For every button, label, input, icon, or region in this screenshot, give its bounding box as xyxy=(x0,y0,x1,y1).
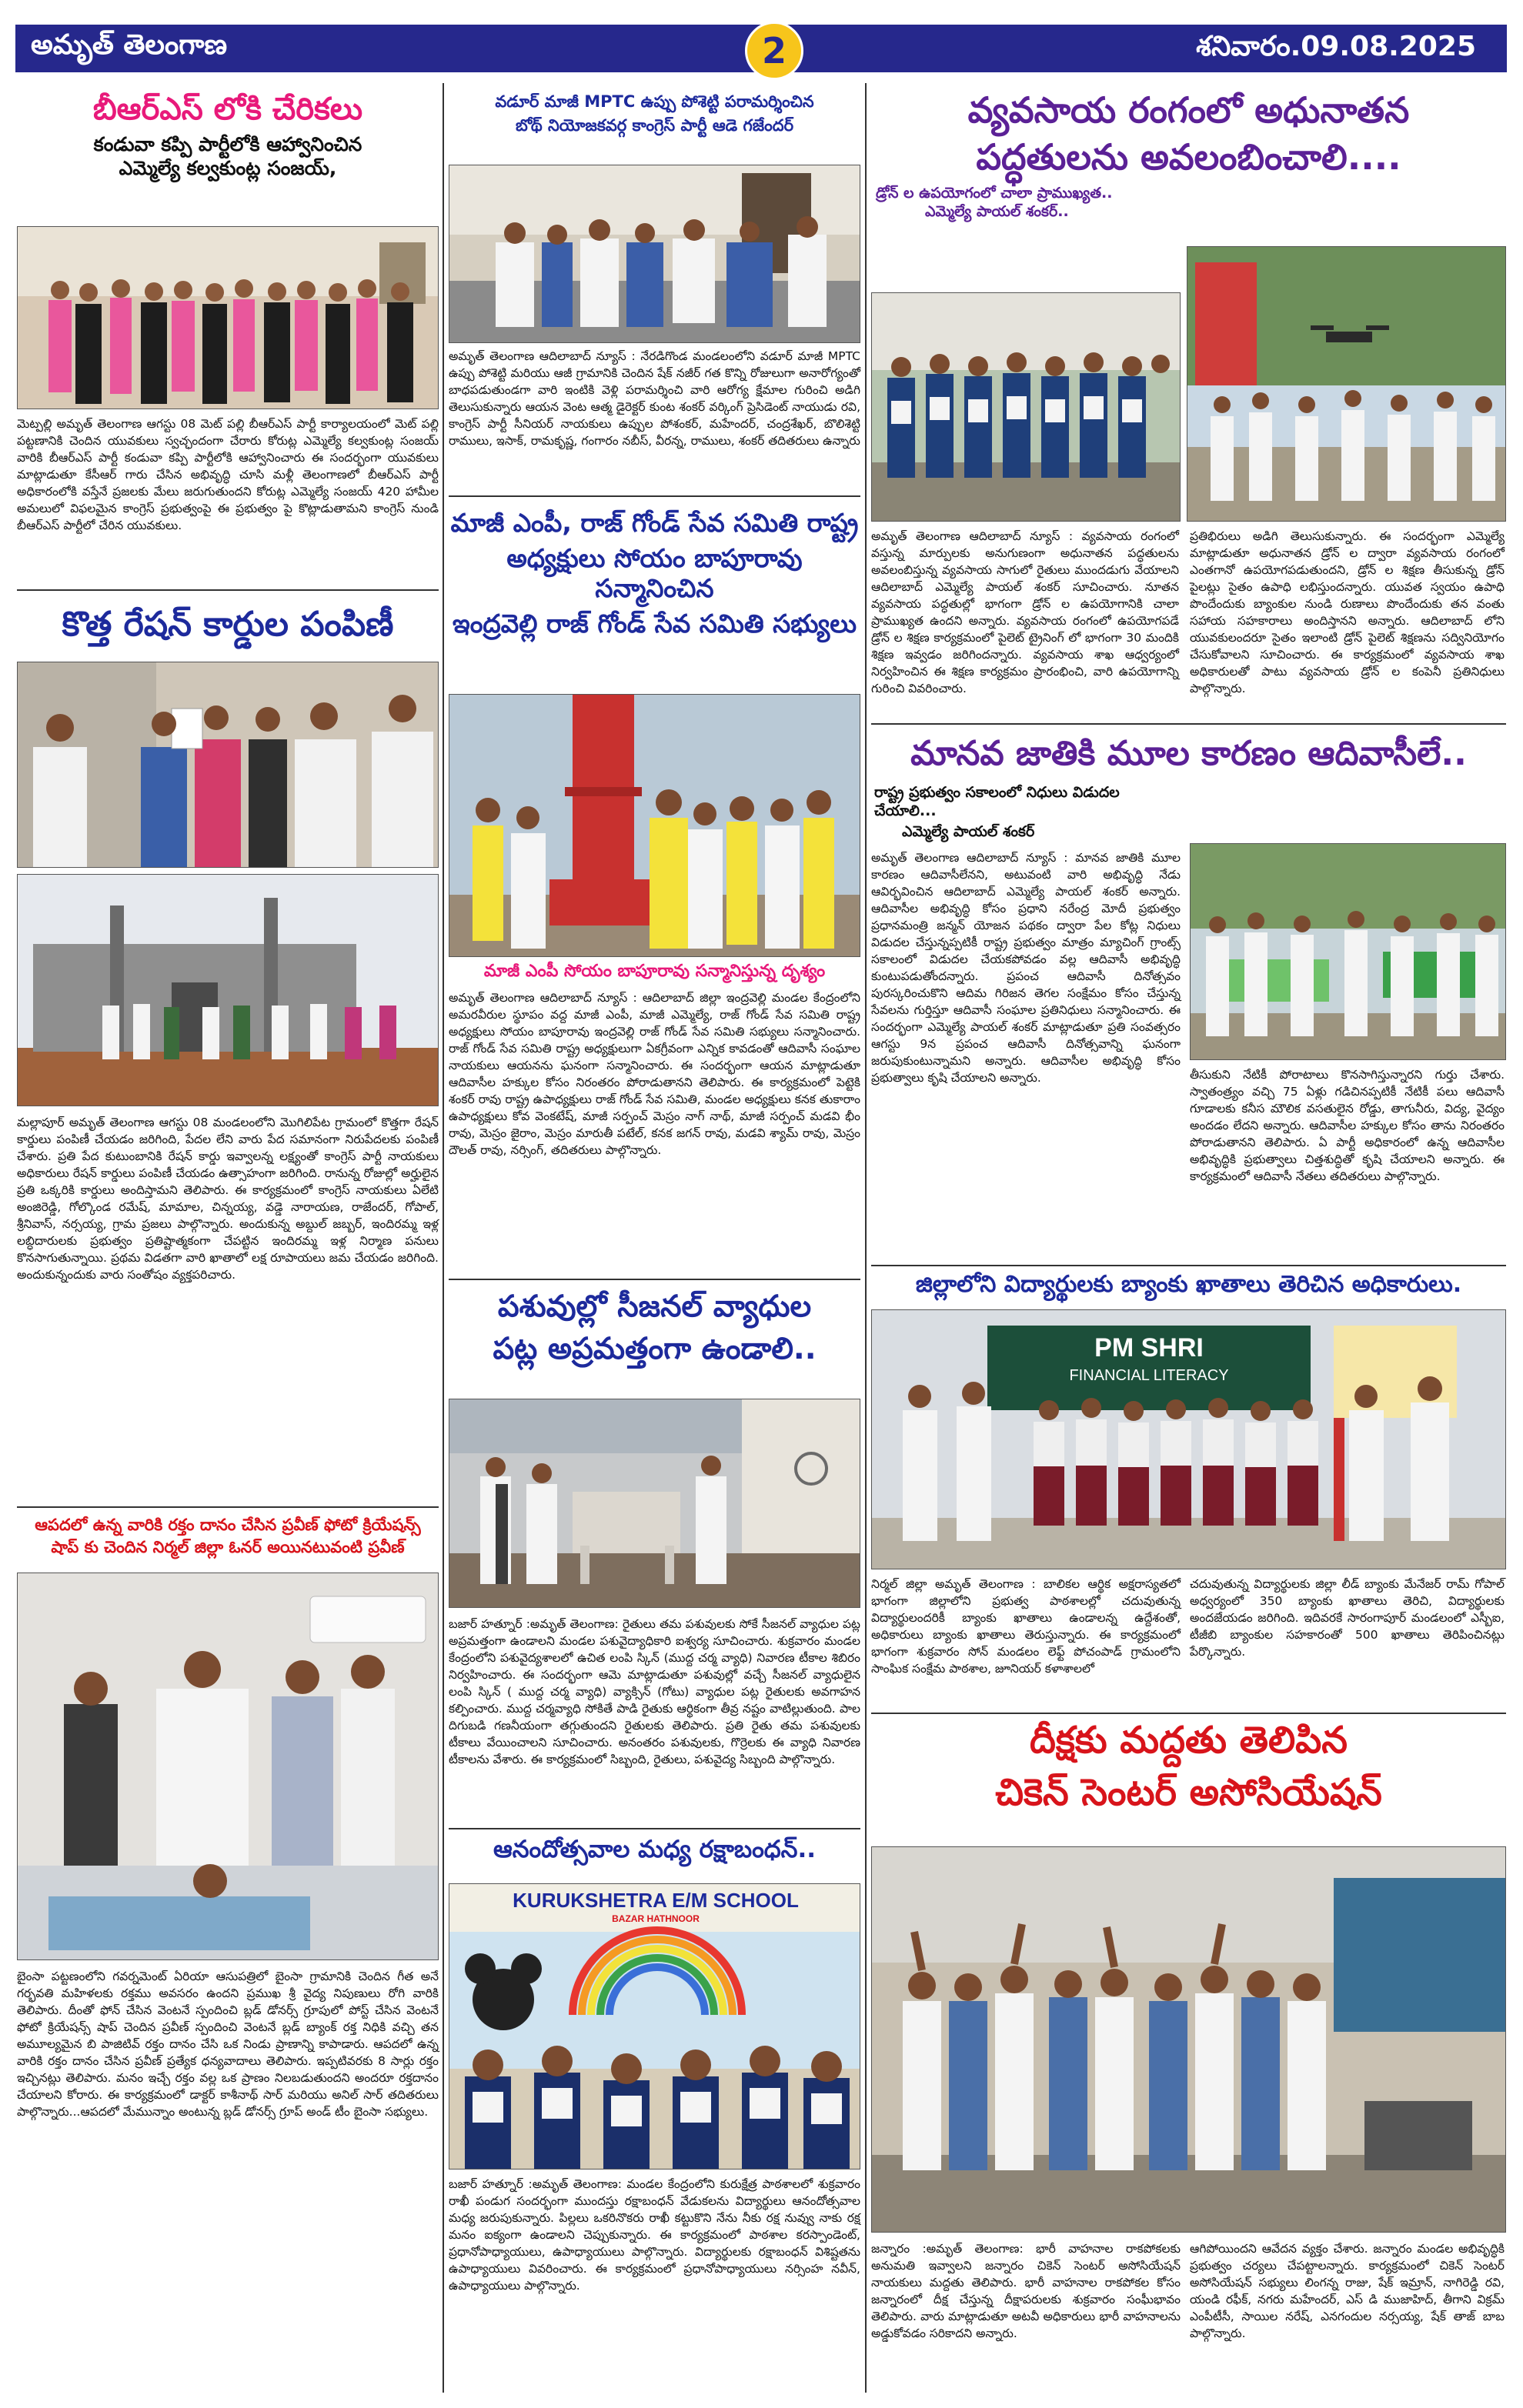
headline: వడూర్ మాజీ MPTC ఉప్పు పోశెట్టి పరామర్శించిన xyxy=(495,92,814,111)
column-divider xyxy=(865,83,867,2393)
article-ration xyxy=(17,605,439,645)
photo-rakshabandhan-school xyxy=(449,1883,860,2170)
masthead xyxy=(15,25,1507,72)
article-pashu xyxy=(449,1289,860,1368)
article-body: చదువుతున్న విద్యార్థులకు జిల్లా లీడ్ బ్యాంకు మేనేజర్ రామ్ గోపాల్ అధ్వర్యంలో 350 బ్యాంకు ఖాతాలు తెరిచి, విద్యార్థులకు అందజేయడం జరిగింది. ఇదివరకే సారంగాపూర్ మండలంలో ఎస్బీఐ, టీజీబి బ్యాంకుల సహకారంతో 500 ఖాతాలు తెరిపించినట్లు పేర్కొన్నారు. xyxy=(1190,1577,1505,1659)
page-number-badge: 2 xyxy=(745,22,803,80)
headline: పట్ల అప్రమత్తంగా ఉండాలి.. xyxy=(493,1331,817,1366)
article-body: అమృత్ తెలంగాణ ఆదిలాబాద్ న్యూస్ : వ్యవసాయ రంగంలో వస్తున్న మార్పులకు అనుగుణంగా అధునాతన పద్ధతులను అవలంబిస్తున్న వ్యవసాయ సాగులో రైతులు ముందడుగు వేయాలని ఆదిలాబాద్ ఎమ్మెల్యే పాయల్ శంకర్ సూచించారు. నూతన వ్యవసాయ పద్ధతుల్లో భాగంగా డ్రోన్ ల ఉపయోగానికి చాలా ప్రాముఖ్యత ఉందని అన్నారు. వ్యవసాయ రంగంలో ఉపయోగపడే డ్రోన్ ల శిక్షణ కార్యక్రమంలో పైలెట్ ట్రైనింగ్ లో భాగంగా 30 మందికి శిక్షణ ఇవ్వడం జరిగిందన్నారు. వ్యవసాయ శాఖ ఆధ్వర్యంలో నిర్వహించిన ఈ శిక్షణ కార్యక్రమం ప్రారంభించి, వారి ఉపయోగాన్ని గురించి వివరించారు. xyxy=(871,529,1179,695)
article-body: ప్రతిభిరులు అడిగి తెలుసుకున్నారు. ఈ సందర్భంగా ఎమ్మెల్యే మాట్లాడుతూ అధునాతన డ్రోన్ ల ద్వారా వ్యవసాయ రంగంలో ఎంతగానో ఉపయోగపడుతుందని, డ్రోన్ ల శిక్షణ తీసుకున్న డ్రోన్ పైలట్లు సైతం ఉపాధి లభిస్తుందన్నారు. యువత స్వయం ఉపాధి పొందేందుకు బ్యాంకుల నుండి రుణాలు పొందేందుకు తన వంతు సహాయ సహకారాలు అందిస్తానని అన్నారు. ఆదిలాబాద్ లోని యువకులందరూ సైతం ఇలాంటి డ్రోన్ పైలెట్ శిక్షణను సద్వినియోగం చేసుకోవాలని సూచించారు. ఈ కార్యక్రమంలో వ్యవసాయ శాఖ అధికారులతో పాటు వ్యవసాయ డ్రోన్ ల కంపెనీ ప్రతినిధులు పాల్గొన్నారు. xyxy=(1190,529,1505,695)
article-body: ఆగిపోయిందని ఆవేదన వ్యక్తం చేశారు. జన్నారం మండల అభివృద్ధికి ప్రభుత్వం చర్యలు చేపట్టాలన్నారు. కార్యక్రమంలో చికెన్ సెంటర్ అసోసియేషన్ సభ్యులు లింగన్న రాజు, షేక్ ఇమ్రాన్, నాగిరెడ్డి రవి, యండి రఫీక్, నగరు మహేందర్, ఎస్ డి ముజాహిద్, తీగాని విక్రమ్ ఎంపీటీసీ, సాయిల నరేష్, ఎనగందుల నర్సయ్య, షేక్ తాజ్ బాబ పాల్గొన్నారు. xyxy=(1190,2242,1505,2340)
photo-indiramma-house xyxy=(17,874,439,1106)
photo-blood-donation xyxy=(17,1573,439,1960)
subheadline: ఎమ్మెల్యే పాయల్ శంకర్.. xyxy=(925,203,1069,221)
article-body: నిర్మల్ జిల్లా అమృత్ తెలంగాణ : బాలికల ఆర్థిక అక్షరాస్యతలో భాగంగా జిల్లాలోని ప్రభుత్వ పాఠశాలల్లో చదువుతున్న విద్యార్థులందరికీ బ్యాంకు ఖాతాలు ఉండాలన్న ఉద్దేశంతో, అధికారులు బ్యాంకు ఖాతాలు తెరుస్తున్నారు. ఈ కార్యక్రమంలో భాగంగా శుక్రవారం సోన్ మండలం లెఫ్ట్ పోచంపాడ్ గ్రామంలోని సాంఘిక సంక్షేమ పాఠశాల, జూనియర్ కళాశాలలో xyxy=(871,1577,1181,1676)
photo-caption: మాజీ ఎంపీ సోయం బాపూరావు సన్మానిస్తున్న దృశ్యం xyxy=(483,962,826,981)
photo-brs-joining xyxy=(17,226,439,409)
photo-soyam-felicitation xyxy=(449,694,860,957)
headline: వ్యవసాయ రంగంలో అధునాతన xyxy=(967,89,1410,131)
photo-cattle-vaccination xyxy=(449,1399,860,1608)
column-3 xyxy=(871,83,1506,2393)
headline: ఆనందోత్సవాల మధ్య రక్షాబంధన్.. xyxy=(493,1836,816,1863)
school-signboard-sub: BAZAR HATHNOOR xyxy=(612,1913,700,1924)
photo-drone-demo xyxy=(1187,246,1506,522)
paper-name: అమృత్ తెలంగాణ xyxy=(31,29,228,61)
article-body: మెట్పల్లి అమృత్ తెలంగాణ ఆగస్టు 08 మెట్ పల్లి బీఆర్ఎస్ పార్టీ కార్యాలయంలో మెట్ పల్లి పట్టణానికి చెందిన యువకులు స్వచ్ఛందంగా చేరారు కోరుట్ల ఎమ్మెల్యే కల్వకుంట్ల సంజయ్ వారికి బీఆర్ఎస్ పార్టీ కండువా కప్పి పార్టీలోకి ఆహ్వానించారు ఈ సందర్భంగా యువకులు మాట్లాడుతూ కేసీఆర్ గారు చేసిన అభివృద్ధి చూసి మళ్లీ తెలంగాణలో బీఆర్ఎస్ పార్టీ అధికారంలోకి వస్తేనే ప్రజలకు మేలు జరుగుతుందని కోరుట్ల ఎమ్మెల్యే సంజయ్ 420 హామీల అమలులో విఫలమైన కాంగ్రెస్ ప్రభుత్వంపై ఈ ప్రభుత్వం పై కొట్లాడుతామని కాంగ్రెస్ నుండి బీఆర్ఎస్ పార్టీలో చేరిన యువకులు. xyxy=(17,417,439,532)
column-2 xyxy=(449,83,860,2393)
section-divider xyxy=(449,1279,860,1280)
article-adivasi xyxy=(871,734,1506,842)
headline: జిల్లాలోని విద్యార్థులకు బ్యాంకు ఖాతాలు తెరిచిన అధికారులు. xyxy=(915,1271,1462,1298)
article-bank-accounts xyxy=(871,1271,1506,1299)
headline: పద్ధతులను అవలంబించాలి.... xyxy=(976,136,1401,178)
photo-drone-training-group xyxy=(871,292,1181,522)
article-blood-donation xyxy=(17,1516,439,1557)
section-divider xyxy=(871,1713,1506,1714)
column-1 xyxy=(17,83,439,2393)
headline: దీక్షకు మద్దతు తెలిపిన xyxy=(1029,1719,1348,1762)
article-body: అమృత్ తెలంగాణ ఆదిలాబాద్ న్యూస్ : నేరడిగొండ మండలంలోని వడూర్ మాజీ MPTC ఉప్పు పోశెట్టి మరియు ఆజీ గ్రామానికి చెందిన షేక్ నజీర్ గత కొన్ని రోజులుగా అనారోగ్యంతో బాధపడుతుండగా వారి ఇంటికి వెళ్లి పరామర్శించి వారి ఆరోగ్య క్షేమాల గురించి అడిగి తెలుసుకున్నారు ఆయన వెంట ఆత్మ డైరెక్టర్ కుంట శంకర్ వర్కింగ్ ప్రెసిడెంట్ నాయుడు రవి, కాంగ్రెస్ పార్టీ సీనియర్ నాయకులు ఉప్పుల పోశంకర్, మహేందర్, చంద్రశేఖర్, బొలిశెట్టి రాములు, ఇసాక్, రామకృష్ణ, గంగారం నబీస్, వీరన్న, రాములు, శంకర్ తదితరులు ఉన్నారు xyxy=(449,349,860,448)
section-divider xyxy=(449,495,860,497)
headline: బీఆర్ఎస్ లోకి చేరికలు xyxy=(92,92,363,127)
article-body: బజార్ హత్నూర్ :అమృత్ తెలంగాణ: రైతులు తమ పశువులకు సోకే సీజనల్ వ్యాధుల పట్ల అప్రమత్తంగా ఉండాలని మండల పశువైద్యాధికారి ఐశ్వర్య సూచించారు. శుక్రవారం మండల కేంద్రంలోని పశువైద్యశాలలో ఉచిత లంపి స్కిన్ (ముద్ద చర్మ వ్యాధి) నివారణ టీకాల శిబిరం నిర్వహించారు. ఈ సందర్భంగా ఆమె మాట్లాడుతూ పశువుల్లో వచ్చే సీజనల్ వ్యాధులైన లంపి స్కిన్ ( ముద్ద చర్మ వ్యాధి) వ్యాక్సిన్ (గోటు) వ్యాధుల పట్ల రైతులకు అవగాహన కల్పించారు. ముద్ద చర్మవ్యాధి సోకితే పాడి రైతుకు ఆర్థికంగా తీవ్ర నష్టం వాటిల్లుతుంది. పాల దిగుబడి గణనీయంగా తగ్గుతుందని రైతులకు తెలిపారు. ప్రతి రైతు తమ పశువులకు టీకాలు వేయించాలని సూచించారు. అనంతరం పశువులకు, గొర్రెలకు ఈ వ్యాధి నివారణ టీకాలను వేశారు. ఈ కార్యక్రమంలో సిబ్బంది, రైతులు, పశువైద్య సిబ్బంది పాల్గొన్నారు. xyxy=(449,1617,860,1766)
subheadline: డ్రోన్ ల ఉపయోగంలో చాలా ప్రాముఖ్యత.. xyxy=(876,185,1113,202)
school-signboard: KURUKSHETRA E/M SCHOOL xyxy=(513,1889,799,1912)
photo-ration-cards xyxy=(17,662,439,868)
article-chicken-association xyxy=(871,1719,1506,1815)
headline: షాప్ కు చెందిన నిర్మల్ జిల్లా ఓనర్ అయినటువంటి ప్రవీణ్ xyxy=(51,1538,405,1557)
subheadline: ఎమ్మెల్యే పాయల్ శంకర్ xyxy=(902,823,1035,841)
issue-date: శనివారం.09.08.2025 xyxy=(1196,31,1476,62)
article-body: బజార్ హత్నూర్ :అమృత్ తెలంగాణ: మండల కేంద్రంలోని కురుక్షేత్ర పాఠశాలలో శుక్రవారం రాఖీ పండుగ సందర్భంగా ముందస్తు రక్షాబంధన్ వేడుకలను విద్యార్థులు ఆనందోత్సవాల మధ్య జరుపుకున్నారు. పిల్లలు ఒకరినొకరు రాఖీ కట్టుకొని నేను నీకు రక్ష నువ్వు నాకు రక్ష మనం ఐక్యంగా ఉండాలని చెప్పుకున్నారు. ఈ కార్యక్రమంలో పాఠశాల కరస్పాండెంట్, ప్రధానోపాధ్యాయులు, ఉపాధ్యాయులు పాల్గొన్నారు. విద్యార్థులకు రక్షాబంధన్ విశిష్టతను ఉపాధ్యాయులు వివరించారు. ఈ కార్యక్రమంలో ప్రధానోపాధ్యాయులు నర్సింహ నవీన్, ఉపాధ్యాయులు పాల్గొన్నారు. xyxy=(449,2177,860,2293)
article-body: మల్లాపూర్ అమృత్ తెలంగాణ ఆగస్టు 08 మండలంలోని మొగిలిపేట గ్రామంలో కొత్తగా రేషన్ కార్డులు పంపిణీ చేయడం జరిగింది, పేదల లేని వారు పేద సమానంగా నిరుపేదలకు పంపిణీ చేశారు. ప్రతి పేద కుటుంబానికి రేషన్ కార్డు ఇవ్వాలన్న లక్ష్యంతో కాంగ్రెస్ పార్టీ నాయకులు అధికారులు రేషన్ కార్డులు పంపిణీ చేయడం ఉత్సాహంగా జరిగింది. రానున్న రోజుల్లో అర్హులైన ప్రతి ఒక్కరికి కార్డులు అందిస్తామని తెలిపారు. ఈ కార్యక్రమంలో కాంగ్రెస్ నాయకులు ఏలేటి అంజిరెడ్డి, గోల్కొండ రమేష్, మామాల, చిన్నయ్య, వడ్డె నారాయణ, రాజేందర్, గోపాల్, శ్రీనివాస్, నర్సయ్య, గ్రామ ప్రజలు పాల్గొన్నారు. అందుకున్న అబ్దుల్ జబ్బర్, ఇందిరమ్మ ఇళ్ల లబ్ధిదారులకు ప్రభుత్వం ప్రతిష్టాత్మకంగా చేపట్టిన ఇందిరమ్మ ఇళ్ల నిర్మాణ పనులు కొనసాగుతున్నాయి. ప్రథమ విడతగా వారి ఖాతాలో లక్ష రూపాయలు జమ చేయడం జరిగింది. అందుకున్నందుకు వారు సంతోషం వ్యక్తపరిచారు. xyxy=(17,1116,439,1282)
section-divider xyxy=(871,723,1506,725)
article-body: బైంసా పట్టణంలోని గవర్నమెంట్ ఏరియా ఆసుపత్రిలో బైంసా గ్రామానికి చెందిన గీత అనే గర్భవతి మహిళలకు రక్తము అవసరం ఉందని ప్రముఖ శ్రీ వైద్య నిపుణులు రోగి వారికి తెలిపారు. దీంతో ఫోన్ చేసిన వెంటనే స్పందించి బ్లడ్ డోనర్స్ గ్రూపులో పోస్ట్ చేసిన వెంటనే ఫోటో క్రియేషన్స్ షాప్ చెందిన ప్రవీణ్ స్పందించి వెంటనే బ్లడ్ బ్యాంక్ రక్త నిధికి వచ్చి తన అమూల్యమైన బి పాజిటివ్ రక్తం దానం చేసి ఒక నిండు ప్రాణాన్ని కాపాడారు. ఆపదలో ఉన్న వారికి రక్తం దానం చేసిన ప్రవీణ్ ప్రత్యేక ధన్యవాదాలు తెలిపారు. ఇప్పటివరకు 8 సార్లు రక్తం ఇచ్చినట్లు తెలిపారు. మనం ఇచ్చే రక్తం వల్ల ఒక ప్రాణం నిలబడుతుందని అందరూ రక్తదానం చేయాలని కోరారు. ఈ కార్యక్రమంలో డాక్టర్ కాశీనాథ్ సార్ మరియు అనిల్ సార్ తదితరులు పాల్గొన్నారు...ఆపదలో మేమున్నాం అంటున్న బ్లడ్ డోనర్స్ గ్రూప్ అండ్ టీం బైంసా సభ్యులు. xyxy=(17,1969,439,2119)
section-divider xyxy=(17,589,439,591)
headline: చికెన్ సెంటర్ అసోసియేషన్ xyxy=(995,1770,1382,1814)
article-body: తీసుకుని నేటికీ పోరాటాలు కొనసాగిస్తున్నారని గుర్తు చేశారు. స్వాతంత్ర్యం వచ్చి 75 ఏళ్లు గడిచినప్పటికీ నేటికీ పలు ఆదివాసీ గూడాలకు కనీస మౌలిక వసతులైన రోడ్డు, తాగునీరు, విద్య, వైద్యం అందడం లేదని అన్నారు. ఆదివాసీల హక్కుల కోసం తాను నిరంతరం పోరాడుతానని తెలిపారు. ఏ పార్టీ అధికారంలో ఉన్న ఆదివాసీల అభివృద్ధికి ప్రభుత్వాలు చిత్తశుద్ధితో కృషి చేయాలని అన్నారు. ఈ కార్యక్రమంలో ఆదివాసీ నేతలు తదితరులు పాల్గొన్నారు. xyxy=(1190,1068,1505,1183)
subheadline: కండువా కప్పి పార్టీలోకి ఆహ్వానించిన xyxy=(93,133,362,155)
banner-subtitle: FINANCIAL LITERACY xyxy=(1069,1367,1229,1384)
article-body: అమృత్ తెలంగాణ ఆదిలాబాద్ న్యూస్ : మానవ జాతికి మూల కారణం ఆదివాసీలేనని, అటువంటి వారి అభివృద్ధి నేడు ఆవిర్భవించిన ఆదిలాబాద్ ఎమ్మెల్యే పాయల్ శంకర్ అన్నారు. ఆదివాసీల అభివృద్ధి కోసం ప్రధాని నరేంద్ర మోదీ ప్రభుత్వం ప్రధానమంత్రి జన్మన్ యోజన పథకం ద్వారా పేల కోట్ల నిధులు విడుదల చేస్తున్నప్పటికీ రాష్ట్ర ప్రభుత్వం మాత్రం మ్యాచింగ్ గ్రాంట్స్ సకాలంలో విడుదల చేయకపోవడం వల్ల ఆదివాసీ అభివృద్ధి కుంటుపడుతోందన్నారు. ప్రపంచ ఆదివాసీ దినోత్సవం పురస్కరించుకొని ఆదిమ గిరిజన తెగల సంక్షేమం కోసం చేస్తున్న సేవలను గుర్తిస్తూ ఆదివాసీ సంఘాల ప్రతినిధులు సన్మానించారు. ఈ సందర్భంగా ఎమ్మెల్యే పాయల్ శంకర్ మాట్లాడుతూ ప్రతి సంవత్సరం ఆగస్టు 9న ప్రపంచ ఆదివాసీ దినోత్సవాన్ని ఘనంగా జరుపుకుంటున్నామని అన్నారు. ఆదివాసీల అభివృద్ధి కోసం ప్రభుత్వాలు కృషి చేయాలని అన్నారు. xyxy=(871,851,1181,1085)
photo-adivasi-event xyxy=(1190,843,1506,1060)
article-body: అమృత్ తెలంగాణ ఆదిలాబాద్ న్యూస్ : ఆదిలాబాద్ జిల్లా ఇంద్రవెల్లి మండల కేంద్రంలోని అమరవీరుల స్థూపం వద్ద మాజీ ఎంపీ, మాజీ ఎమ్మెల్యే, రాజ్ గోండ్ సేవ సమితి రాష్ట్ర అధ్యక్షులు సోయం బాపూరావు ఇంద్రవెల్లి రాజ్ గోండ్ సేవ సమితి సభ్యులు సన్మానించారు. రాజ్ గోండ్ సేవ సమితి రాష్ట్ర అధ్యక్షులుగా ఏకగ్రీవంగా ఎన్నిక కావడంతో ఆదివాసీ సంఘాల నాయకులు ఆయనను ఘనంగా సన్మానించారు. ఈ సందర్భంగా ఆయన మాట్లాడుతూ ఆదివాసీల హక్కుల కోసం నిరంతరం పోరాడుతానని తెలిపారు. ఈ కార్యక్రమంలో పెట్టెకి శంకర్ రావు రాష్ట్ర ఉపాధ్యక్షులు రాజ్ గోండ్ సేవ సమితి, మండల అధ్యక్షులు కనక తుకారాం ఉపాధ్యక్షులు కోవ వెంకటేష్, మాజీ సర్పంచ్ మెస్రం నాగ్ నాథ్, మాజీ సర్పంచ్ మడవి భీం రావు, మెస్రం జైరాం, మెస్రం మారుతీ పటేల్, కనక జగన్ రావు, మడవి శ్యామ్ రావు, మెస్రం దౌలత్ రావు, నర్సింగ్, తదితరులు పాల్గొన్నారు. xyxy=(449,991,860,1157)
article-brs xyxy=(17,91,439,181)
article-raksha xyxy=(449,1836,860,1864)
photo-vadoor-visit xyxy=(449,165,860,343)
section-divider xyxy=(449,1828,860,1829)
article-soyam xyxy=(449,508,860,639)
headline: మానవ జాతికి మూల కారణం ఆదివాసీలే.. xyxy=(910,734,1467,773)
photo-chicken-association-protest xyxy=(871,1846,1506,2233)
column-divider xyxy=(443,83,444,2393)
banner-title: PM SHRI xyxy=(1094,1333,1204,1362)
subheadline: రాష్ట్ర ప్రభుత్వం సకాలంలో నిధులు విడుదల చేయాలి... xyxy=(874,783,1120,819)
headline: పశువుల్లో సీజనల్ వ్యాధుల xyxy=(497,1289,812,1324)
article-vadoor xyxy=(449,92,860,135)
headline: మాజీ ఎంపీ, రాజ్ గోండ్ సేవ సమితి రాష్ట్ర xyxy=(450,508,859,538)
headline: ఆపదలో ఉన్న వారికి రక్తం దానం చేసిన ప్రవీణ్ ఫోటో క్రియేషన్స్ xyxy=(35,1516,421,1534)
section-divider xyxy=(871,1265,1506,1266)
headline: ఇంద్రవెల్లి రాజ్ గోండ్ సేవ సమితి సభ్యులు xyxy=(452,608,857,639)
section-divider xyxy=(17,1506,439,1508)
subheadline: ఎమ్మెల్యే కల్వకుంట్ల సంజయ్, xyxy=(119,157,337,180)
headline: కొత్త రేషన్ కార్డుల పంపిణీ xyxy=(62,605,394,644)
photo-bank-accounts-students xyxy=(871,1309,1506,1569)
headline: బోథ్ నియోజకవర్గ కాంగ్రెస్ పార్టీ ఆడె గజేందర్ xyxy=(515,116,794,135)
headline: అధ్యక్షులు సోయం బాపూరావు సన్మానించిన xyxy=(506,542,803,604)
article-body: జన్నారం :అమృత్ తెలంగాణ: భారీ వాహనాల రాకపోకలకు అనుమతి ఇవ్వాలని జన్నారం చికెన్ సెంటర్ అసోసియేషన్ నాయకులు మద్దతు తెలిపారు. భారీ వాహనాల రాకపోకల కోసం జన్నారంలో దీక్ష చేస్తున్న దీక్షాపరులకు శుక్రవారం సంఘీభావం తెలిపారు. వారు మాట్లాడుతూ అటవీ అధికారులు భారీ వాహనాలను అడ్డుకోవడం సరికాదని అన్నారు. xyxy=(871,2242,1181,2340)
article-agriculture-drones xyxy=(871,89,1506,222)
